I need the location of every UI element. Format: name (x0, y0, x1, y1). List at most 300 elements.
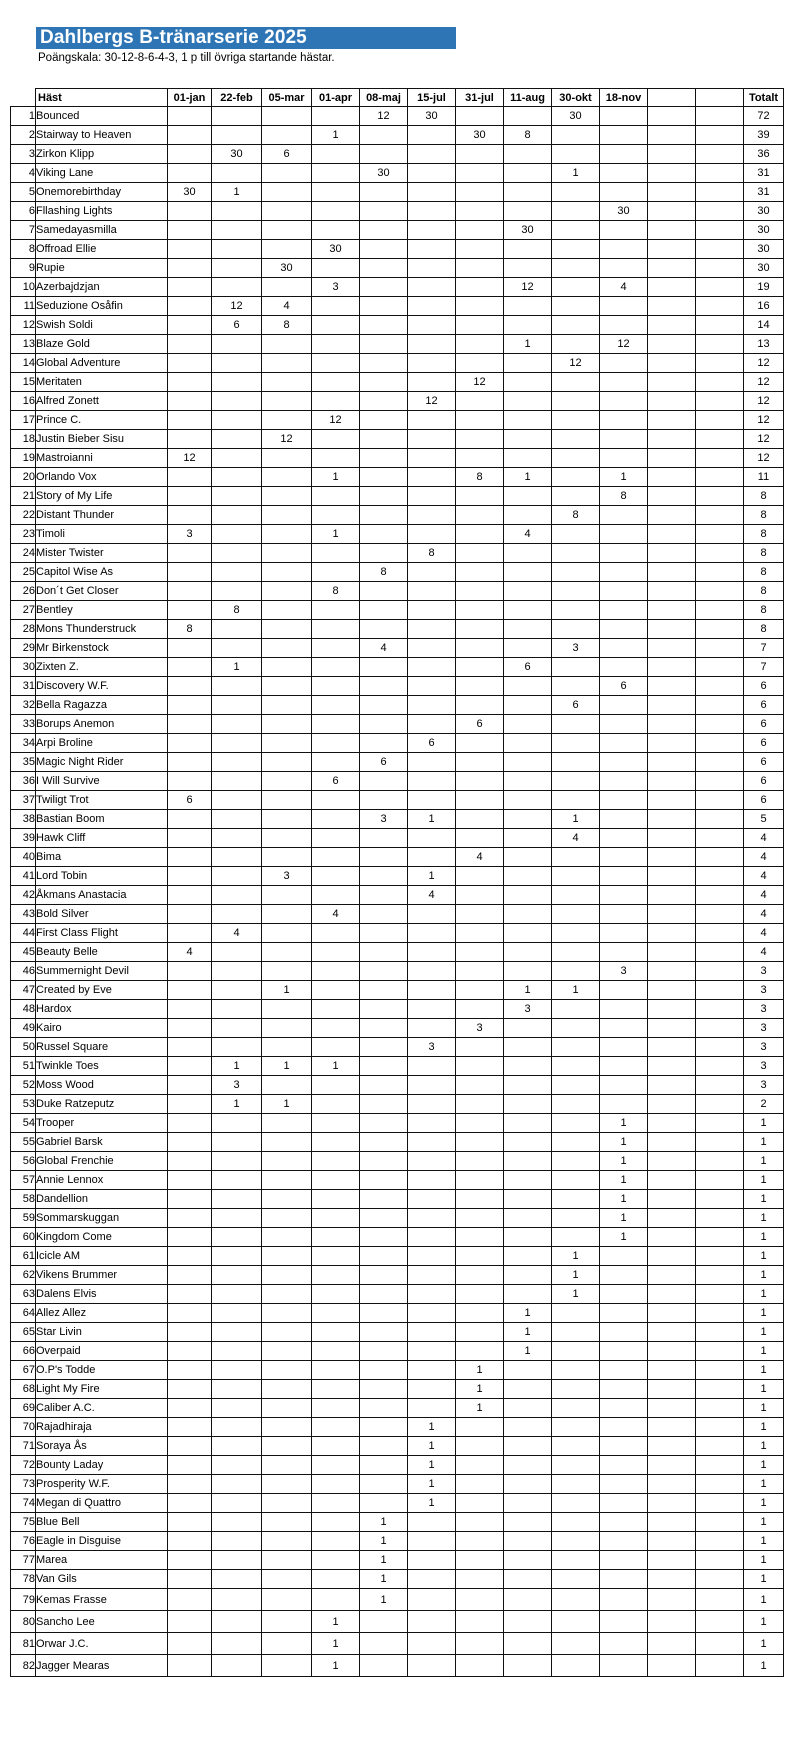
horse-name-cell: Sommarskuggan (36, 1209, 168, 1228)
table-row (11, 468, 784, 487)
points-cell (262, 1399, 312, 1418)
points-cell (262, 658, 312, 677)
total-cell: 6 (744, 791, 784, 810)
points-cell (648, 183, 696, 202)
points-cell (456, 164, 504, 183)
total-cell: 8 (744, 487, 784, 506)
table-row (11, 696, 784, 715)
points-cell (696, 1513, 744, 1532)
horse-name-cell: Lord Tobin (36, 867, 168, 886)
total-cell: 1 (744, 1532, 784, 1551)
points-cell (212, 487, 262, 506)
horse-name-cell: Annie Lennox (36, 1171, 168, 1190)
points-cell: 1 (552, 981, 600, 1000)
points-cell (212, 1323, 262, 1342)
points-cell (312, 639, 360, 658)
table-row (11, 1532, 784, 1551)
rank-cell: 15 (11, 373, 36, 392)
table-row (11, 829, 784, 848)
points-cell: 3 (168, 525, 212, 544)
points-cell (168, 354, 212, 373)
points-cell (408, 221, 456, 240)
points-cell (552, 1171, 600, 1190)
points-cell (696, 1456, 744, 1475)
table-row (11, 1494, 784, 1513)
points-cell (168, 430, 212, 449)
points-cell (696, 1266, 744, 1285)
points-cell (600, 1247, 648, 1266)
points-cell: 30 (600, 202, 648, 221)
points-cell (212, 544, 262, 563)
points-cell (456, 1342, 504, 1361)
points-cell (212, 1513, 262, 1532)
points-cell (696, 1380, 744, 1399)
points-cell (648, 354, 696, 373)
rank-cell: 58 (11, 1190, 36, 1209)
points-cell (552, 1323, 600, 1342)
horse-name-cell: Bentley (36, 601, 168, 620)
points-cell: 6 (262, 145, 312, 164)
points-cell (456, 1589, 504, 1611)
points-cell (456, 1570, 504, 1589)
points-cell: 1 (504, 1304, 552, 1323)
points-cell (212, 639, 262, 658)
points-cell (648, 1076, 696, 1095)
horse-name-cell: Rajadhiraja (36, 1418, 168, 1437)
points-cell (552, 259, 600, 278)
points-cell (408, 430, 456, 449)
points-cell (312, 1361, 360, 1380)
points-cell (648, 1633, 696, 1655)
points-cell (360, 240, 408, 259)
points-cell (262, 620, 312, 639)
total-cell: 1 (744, 1494, 784, 1513)
points-cell: 6 (504, 658, 552, 677)
points-cell (312, 316, 360, 335)
points-cell (456, 1513, 504, 1532)
points-cell (212, 829, 262, 848)
points-cell (504, 259, 552, 278)
points-cell (600, 1456, 648, 1475)
points-cell (168, 1456, 212, 1475)
points-cell (360, 1342, 408, 1361)
total-cell: 8 (744, 563, 784, 582)
points-cell: 1 (552, 810, 600, 829)
horse-name-cell: Arpi Broline (36, 734, 168, 753)
points-cell (504, 354, 552, 373)
rank-cell: 19 (11, 449, 36, 468)
points-cell: 12 (262, 430, 312, 449)
rank-cell: 39 (11, 829, 36, 848)
points-cell (360, 1190, 408, 1209)
points-cell (696, 1494, 744, 1513)
table-row (11, 183, 784, 202)
points-cell (552, 1152, 600, 1171)
table-row (11, 1633, 784, 1655)
points-cell (648, 981, 696, 1000)
points-cell: 3 (408, 1038, 456, 1057)
points-cell (552, 1000, 600, 1019)
points-cell: 6 (552, 696, 600, 715)
total-cell: 1 (744, 1380, 784, 1399)
points-cell (212, 620, 262, 639)
points-cell (504, 145, 552, 164)
points-cell: 1 (456, 1399, 504, 1418)
table-row (11, 1418, 784, 1437)
rank-cell: 47 (11, 981, 36, 1000)
points-cell (696, 677, 744, 696)
points-cell (552, 335, 600, 354)
points-cell: 4 (408, 886, 456, 905)
points-cell: 4 (504, 525, 552, 544)
points-cell: 30 (212, 145, 262, 164)
points-cell (262, 1114, 312, 1133)
points-cell (408, 278, 456, 297)
points-cell (552, 126, 600, 145)
table-row (11, 1152, 784, 1171)
points-cell (504, 563, 552, 582)
points-cell (212, 1114, 262, 1133)
rank-cell: 57 (11, 1171, 36, 1190)
table-row (11, 1019, 784, 1038)
total-cell: 1 (744, 1266, 784, 1285)
points-cell (360, 392, 408, 411)
horse-name-cell: Borups Anemon (36, 715, 168, 734)
horse-name-cell: Fllashing Lights (36, 202, 168, 221)
points-cell (456, 354, 504, 373)
points-cell (168, 905, 212, 924)
points-cell (552, 544, 600, 563)
points-cell (212, 107, 262, 126)
points-cell: 3 (262, 867, 312, 886)
points-cell (600, 240, 648, 259)
points-cell (360, 544, 408, 563)
date-header: 01-apr (312, 89, 360, 107)
points-cell (168, 1304, 212, 1323)
points-cell (408, 1551, 456, 1570)
points-cell (456, 544, 504, 563)
rank-cell: 48 (11, 1000, 36, 1019)
points-cell (696, 1611, 744, 1633)
points-cell (212, 1342, 262, 1361)
points-cell (552, 278, 600, 297)
table-row (11, 1323, 784, 1342)
points-cell (168, 335, 212, 354)
points-cell (360, 259, 408, 278)
points-cell (262, 848, 312, 867)
points-cell (168, 202, 212, 221)
points-cell: 6 (168, 791, 212, 810)
rank-cell: 8 (11, 240, 36, 259)
points-cell: 6 (312, 772, 360, 791)
points-cell (552, 1570, 600, 1589)
points-cell (360, 1152, 408, 1171)
points-cell (456, 145, 504, 164)
points-cell: 1 (360, 1570, 408, 1589)
points-cell (696, 1342, 744, 1361)
points-cell (360, 601, 408, 620)
points-cell (552, 582, 600, 601)
total-cell: 4 (744, 924, 784, 943)
points-cell (456, 1285, 504, 1304)
points-cell (360, 126, 408, 145)
points-cell (600, 373, 648, 392)
points-cell: 1 (212, 1057, 262, 1076)
points-cell (696, 753, 744, 772)
rank-cell: 68 (11, 1380, 36, 1399)
horse-name-cell: Blue Bell (36, 1513, 168, 1532)
points-cell (212, 1019, 262, 1038)
total-cell: 1 (744, 1152, 784, 1171)
points-cell (408, 373, 456, 392)
rank-cell: 46 (11, 962, 36, 981)
total-cell: 6 (744, 753, 784, 772)
points-cell (696, 1285, 744, 1304)
points-cell (696, 525, 744, 544)
points-cell (408, 1152, 456, 1171)
points-cell (600, 943, 648, 962)
points-scale-note: Poängskala: 30-12-8-6-4-3, 1 p till övriga startande hästar. (38, 52, 335, 64)
points-cell (212, 1589, 262, 1611)
table-row (11, 1342, 784, 1361)
points-cell (504, 1019, 552, 1038)
points-cell (408, 753, 456, 772)
horse-name-cell: Distant Thunder (36, 506, 168, 525)
points-cell (552, 1076, 600, 1095)
points-cell (360, 373, 408, 392)
points-cell (600, 1633, 648, 1655)
points-cell (312, 449, 360, 468)
points-cell (696, 810, 744, 829)
points-cell (648, 791, 696, 810)
points-cell (552, 1456, 600, 1475)
points-cell (408, 354, 456, 373)
points-cell (696, 221, 744, 240)
points-cell (600, 183, 648, 202)
points-cell (360, 525, 408, 544)
points-cell: 3 (312, 278, 360, 297)
points-cell (648, 1019, 696, 1038)
horse-name-cell: Global Frenchie (36, 1152, 168, 1171)
rank-cell: 72 (11, 1456, 36, 1475)
points-cell (212, 1285, 262, 1304)
points-cell (168, 259, 212, 278)
points-cell (600, 848, 648, 867)
points-cell (552, 772, 600, 791)
points-cell (408, 164, 456, 183)
points-cell (168, 1633, 212, 1655)
points-cell (504, 772, 552, 791)
points-cell (262, 1655, 312, 1677)
table-row (11, 1399, 784, 1418)
rank-cell: 44 (11, 924, 36, 943)
total-cell: 6 (744, 734, 784, 753)
points-cell (696, 1114, 744, 1133)
points-cell: 1 (212, 658, 262, 677)
horse-name-cell: Mister Twister (36, 544, 168, 563)
points-cell (408, 1655, 456, 1677)
points-cell (504, 905, 552, 924)
points-cell (360, 354, 408, 373)
table-row (11, 601, 784, 620)
points-cell (312, 1285, 360, 1304)
points-cell: 3 (600, 962, 648, 981)
points-cell (212, 1611, 262, 1633)
points-cell: 1 (600, 1133, 648, 1152)
points-cell (696, 1019, 744, 1038)
points-cell (312, 753, 360, 772)
points-cell (696, 164, 744, 183)
points-cell (408, 1114, 456, 1133)
points-cell (360, 221, 408, 240)
total-cell: 72 (744, 107, 784, 126)
table-row (11, 886, 784, 905)
points-cell (408, 1266, 456, 1285)
points-cell (456, 601, 504, 620)
points-cell (312, 1399, 360, 1418)
points-cell (262, 1551, 312, 1570)
points-cell (552, 1475, 600, 1494)
points-cell (696, 1247, 744, 1266)
points-cell (360, 772, 408, 791)
table-row (11, 677, 784, 696)
points-cell (456, 259, 504, 278)
points-cell (312, 791, 360, 810)
points-cell (456, 107, 504, 126)
points-cell (648, 411, 696, 430)
rank-cell: 16 (11, 392, 36, 411)
points-cell (696, 1532, 744, 1551)
points-cell (456, 525, 504, 544)
total-cell: 12 (744, 354, 784, 373)
horse-name-cell: Åkmans Anastacia (36, 886, 168, 905)
points-cell (600, 1532, 648, 1551)
points-cell (168, 1247, 212, 1266)
points-cell (600, 1019, 648, 1038)
points-cell (262, 544, 312, 563)
points-cell (456, 1551, 504, 1570)
table-row (11, 145, 784, 164)
points-cell (648, 696, 696, 715)
points-cell (360, 1114, 408, 1133)
points-cell (696, 278, 744, 297)
date-header: 18-nov (600, 89, 648, 107)
points-cell (312, 867, 360, 886)
points-cell (212, 1361, 262, 1380)
table-row (11, 1057, 784, 1076)
points-cell: 1 (552, 164, 600, 183)
points-cell (408, 316, 456, 335)
total-cell: 7 (744, 639, 784, 658)
points-cell (360, 1076, 408, 1095)
points-cell (312, 1304, 360, 1323)
rank-cell: 73 (11, 1475, 36, 1494)
points-cell (168, 411, 212, 430)
points-cell (696, 829, 744, 848)
points-cell (262, 791, 312, 810)
points-cell (456, 1152, 504, 1171)
points-cell (312, 1247, 360, 1266)
points-cell (504, 1513, 552, 1532)
points-cell (504, 487, 552, 506)
rank-cell: 36 (11, 772, 36, 791)
table-row (11, 297, 784, 316)
total-cell: 8 (744, 525, 784, 544)
points-cell (262, 335, 312, 354)
points-cell (600, 601, 648, 620)
horse-name-cell: Rupie (36, 259, 168, 278)
points-cell (360, 848, 408, 867)
total-cell: 4 (744, 848, 784, 867)
points-cell (648, 1418, 696, 1437)
horse-name-cell: Twiligt Trot (36, 791, 168, 810)
rank-cell: 41 (11, 867, 36, 886)
points-cell (360, 1437, 408, 1456)
points-cell (312, 506, 360, 525)
points-cell (312, 107, 360, 126)
rank-cell: 77 (11, 1551, 36, 1570)
points-cell: 1 (312, 126, 360, 145)
points-cell (648, 392, 696, 411)
total-cell: 6 (744, 715, 784, 734)
points-cell (262, 1494, 312, 1513)
points-cell (168, 487, 212, 506)
rank-cell: 53 (11, 1095, 36, 1114)
points-cell (212, 1209, 262, 1228)
points-cell (212, 1000, 262, 1019)
points-cell (456, 981, 504, 1000)
points-cell (262, 696, 312, 715)
points-cell (504, 962, 552, 981)
points-cell (504, 1570, 552, 1589)
points-cell: 6 (600, 677, 648, 696)
table-row (11, 943, 784, 962)
points-cell (262, 354, 312, 373)
points-cell: 30 (504, 221, 552, 240)
points-cell (600, 829, 648, 848)
points-cell (648, 1133, 696, 1152)
points-cell (262, 1019, 312, 1038)
rank-cell: 3 (11, 145, 36, 164)
points-cell (168, 221, 212, 240)
total-cell: 4 (744, 905, 784, 924)
points-cell (696, 1323, 744, 1342)
points-cell (312, 1323, 360, 1342)
points-cell (212, 1418, 262, 1437)
points-cell (648, 1475, 696, 1494)
rank-cell: 75 (11, 1513, 36, 1532)
points-cell (600, 411, 648, 430)
points-cell (212, 1655, 262, 1677)
points-cell (648, 316, 696, 335)
points-cell (262, 1475, 312, 1494)
total-cell: 2 (744, 1095, 784, 1114)
points-cell (648, 1095, 696, 1114)
points-cell (360, 1171, 408, 1190)
points-cell (696, 715, 744, 734)
total-cell: 1 (744, 1655, 784, 1677)
points-cell (212, 221, 262, 240)
horse-name-cell: Hardox (36, 1000, 168, 1019)
table-row (11, 506, 784, 525)
points-cell (696, 1228, 744, 1247)
points-cell (648, 563, 696, 582)
rank-cell: 28 (11, 620, 36, 639)
points-cell (648, 468, 696, 487)
points-cell (212, 848, 262, 867)
points-cell (456, 563, 504, 582)
points-cell (408, 202, 456, 221)
